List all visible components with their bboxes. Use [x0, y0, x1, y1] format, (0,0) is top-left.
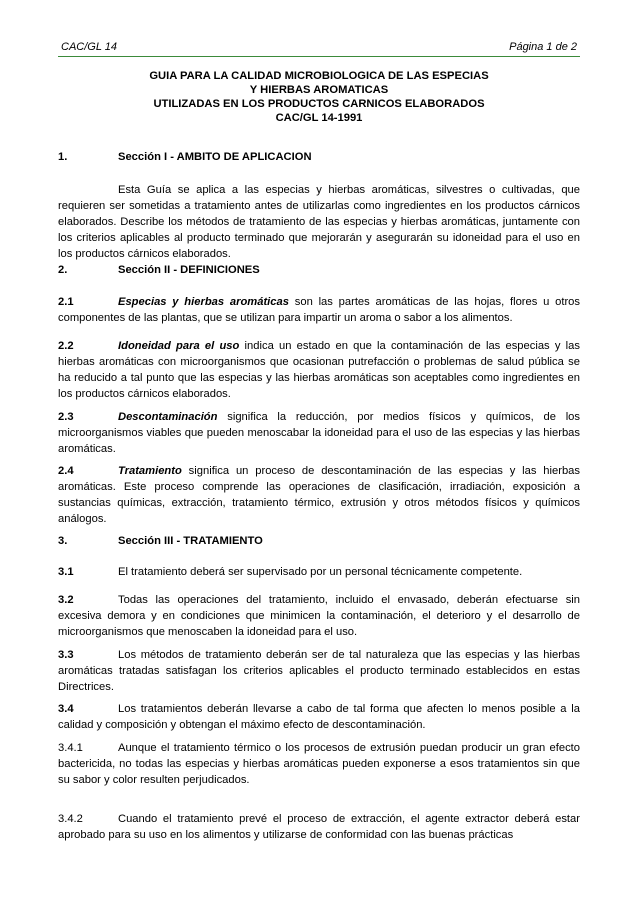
section-heading-2 [58, 262, 580, 278]
clause-3-3 [58, 647, 580, 695]
clause-number: 3.2 [58, 594, 74, 606]
section-title: Sección II - DEFINICIONES [118, 264, 260, 276]
definition-text: significa un proceso de descontaminación de las especias y las hierbas aromáticas. Este proceso comprende las operaciones de clasificación, irradiación, exposición a sustancias químicas, extracción, tratamiento térmico, extrusión y otros métodos físicos y químicos análogos. [58, 465, 580, 525]
definition-text: significa la reducción, por medios físicos y químicos, de los microorganismos viables que pueden menoscabar la idoneidad para el uso de las especias y las hierbas aromáticas. [58, 411, 580, 455]
clause-number: 3.1 [58, 566, 74, 578]
clause-3-4-2 [58, 811, 580, 843]
definition-text: indica un estado en que la contaminación de las especias y las hierbas aromáticas con microorganismos que ocasionan putrefacción o problemas de salud pública se ha reducido a tal punto que las especias y las hierbas aromáticas son aceptables como ingredientes en los productos cárnicos elaborados. [58, 340, 580, 400]
clause-3-4 [58, 701, 580, 733]
definition-2-4 [58, 463, 580, 527]
clause-text: Cuando el tratamiento prevé el proceso de extracción, el agente extractor deberá estar aprobado para su uso en los alimentos y utilizarse de conformidad con las buenas prácticas [58, 813, 580, 841]
document-title [58, 69, 580, 125]
title-line-3: UTILIZADAS EN LOS PRODUCTOS CARNICOS ELABORADOS [153, 98, 485, 110]
paragraph-scope [58, 182, 580, 262]
title-line-2: Y HIERBAS AROMATICAS [249, 84, 389, 96]
clause-3-1 [58, 564, 580, 580]
title-line-1: GUIA PARA LA CALIDAD MICROBIOLOGICA DE LAS ESPECIAS [149, 70, 489, 82]
page-header [58, 36, 580, 52]
section-heading-3 [58, 533, 580, 549]
section-number: 1. [58, 151, 68, 163]
paragraph-text: Esta Guía se aplica a las especias y hierbas aromáticas, silvestres o cultivadas, que requieren ser sometidas a tratamiento antes de utilizarlas como ingredientes en los productos cárnicos elaborados. Describe los métodos de tratamiento de las especias y hierbas aromáticas, juntamente con los criterios aplicables al producto terminado que mejorarán y asegurarán su idoneidad para el uso en los productos cárnicos elaborados. [58, 184, 580, 260]
clause-number: 2.2 [58, 340, 74, 352]
definition-2-3 [58, 409, 580, 457]
clause-number: 3.4.1 [58, 742, 83, 754]
clause-3-2 [58, 592, 580, 640]
defined-term: Descontaminación [118, 411, 218, 423]
defined-term: Especias y hierbas aromáticas [118, 296, 289, 308]
section-heading-1 [58, 149, 580, 165]
defined-term: Idoneidad para el uso [118, 340, 240, 352]
clause-text: Los tratamientos deberán llevarse a cabo de tal forma que afecten lo menos posible a la calidad y composición y obtengan el máximo efecto de descontaminación. [58, 703, 580, 731]
clause-text: Todas las operaciones del tratamiento, incluido el envasado, deberán efectuarse sin excesiva demora y en condiciones que minimicen la contaminación, el deterioro y el desarrollo de microorganismos que menoscaben la idoneidad para el uso. [58, 594, 580, 638]
clause-number: 2.1 [58, 296, 74, 308]
header-rule [58, 56, 580, 57]
document-code: CAC/GL 14 [61, 41, 118, 53]
clause-3-4-1 [58, 740, 580, 788]
definition-text: son las partes aromáticas de las hojas, flores u otros componentes de las plantas, que se utilizan para impartir un aroma o sabor a los alimentos. [58, 296, 581, 324]
section-title: Sección I - AMBITO DE APLICACION [118, 151, 312, 163]
clause-text: Aunque el tratamiento térmico o los procesos de extrusión puedan producir un gran efecto bactericida, no todas las especias y hierbas aromáticas pueden exponerse a esos tratamientos sin que su sabor y color resulten perjudicados. [58, 742, 580, 786]
clause-number: 2.3 [58, 411, 74, 423]
clause-number: 3.4.2 [58, 813, 83, 825]
clause-text: El tratamiento deberá ser supervisado por un personal técnicamente competente. [118, 566, 523, 578]
section-number: 3. [58, 535, 68, 547]
section-title: Sección III - TRATAMIENTO [118, 535, 263, 547]
clause-number: 3.3 [58, 649, 74, 661]
clause-number: 3.4 [58, 703, 74, 715]
defined-term: Tratamiento [118, 465, 182, 477]
clause-text: Los métodos de tratamiento deberán ser de tal naturaleza que las especias y las hierbas aromáticas tratadas satisfagan los criterios aplicables el producto terminado establecidos en estas Directrices. [58, 649, 580, 693]
definition-2-2 [58, 338, 580, 402]
clause-number: 2.4 [58, 465, 74, 477]
title-line-4: CAC/GL 14-1991 [275, 112, 363, 124]
definition-2-1 [58, 294, 580, 326]
page-number: Página 1 de 2 [509, 41, 577, 53]
section-number: 2. [58, 264, 68, 276]
